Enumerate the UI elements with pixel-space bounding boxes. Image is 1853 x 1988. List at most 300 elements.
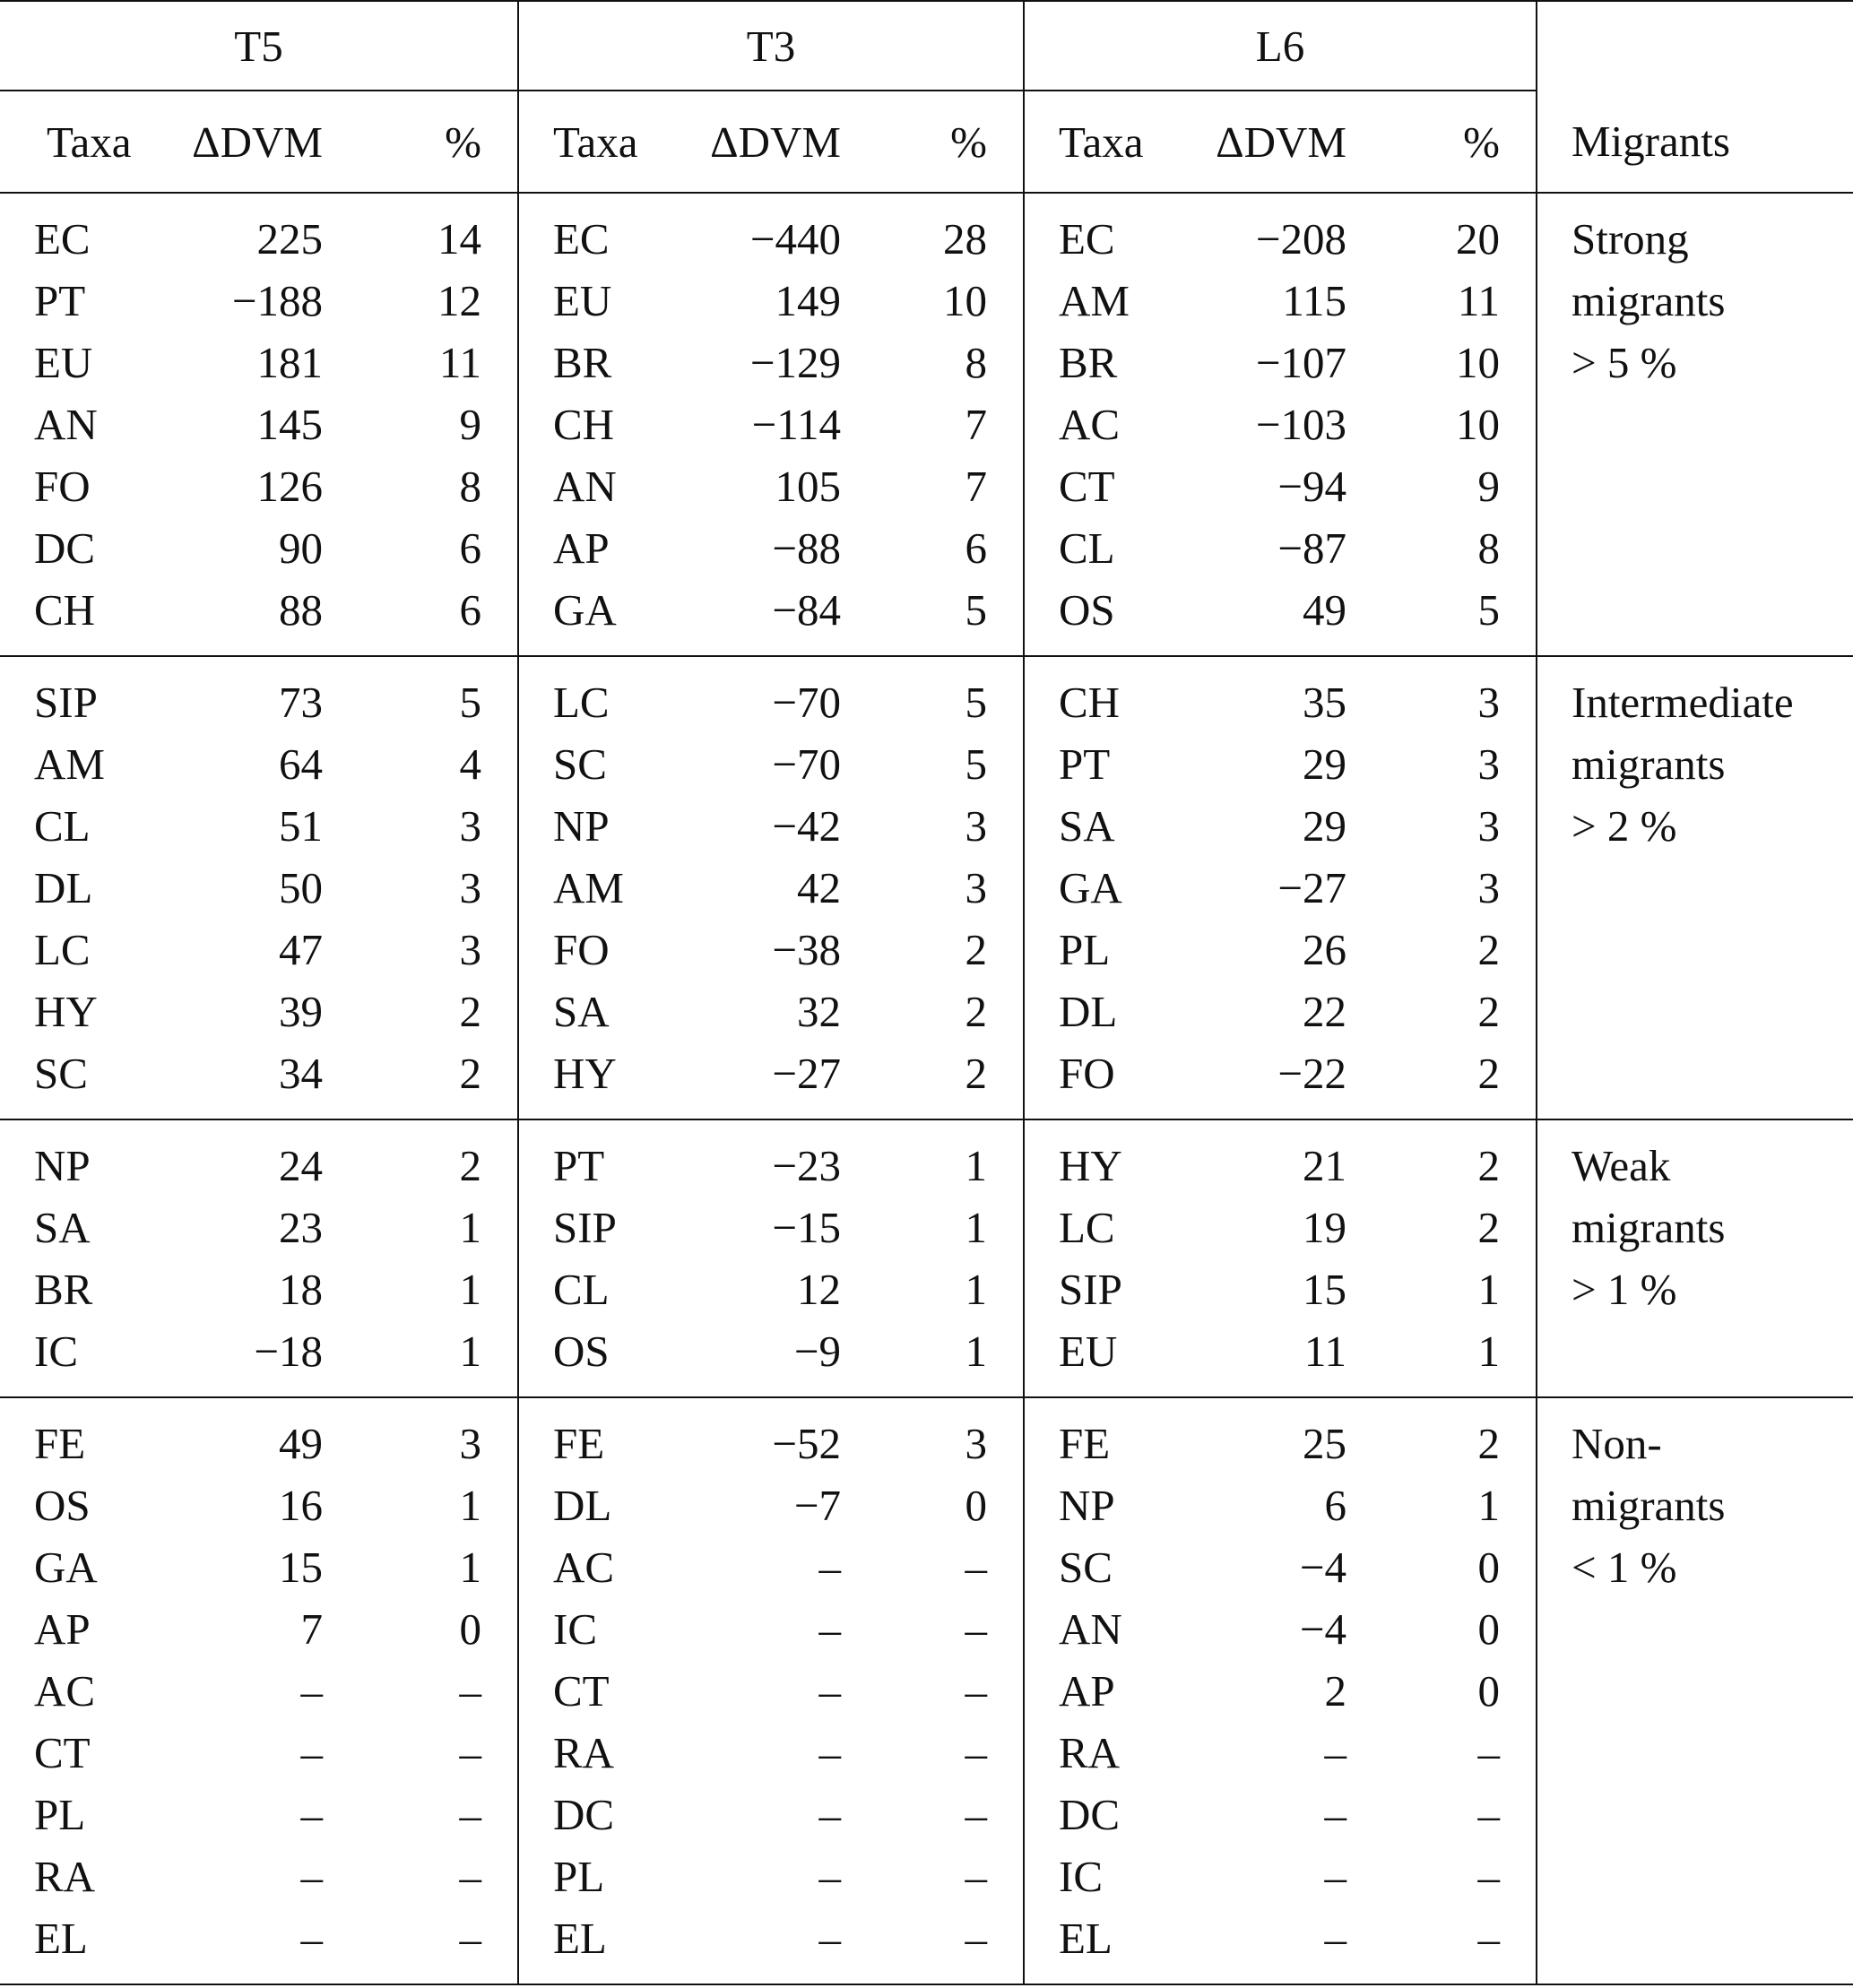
taxa-cell: EC	[34, 214, 91, 264]
group-padding	[0, 1104, 1853, 1119]
separator-cell	[1391, 193, 1537, 208]
taxa-cell: EU	[1059, 1327, 1118, 1376]
taxa-cell: DC	[553, 1790, 615, 1839]
taxa-cell: AN	[34, 400, 98, 449]
migrants-label	[1537, 208, 1853, 641]
separator-cell	[886, 193, 1024, 208]
separator-cell	[172, 1119, 368, 1135]
taxa-cell: DC	[34, 523, 96, 573]
padding-cell	[886, 1382, 1024, 1397]
pct-cell: 28	[886, 208, 1024, 270]
padding-cell	[368, 1382, 518, 1397]
dvm-cell: 50	[279, 863, 323, 912]
dvm-cell: –	[300, 1852, 323, 1901]
padding-cell	[1024, 1104, 1196, 1119]
dvm-cell: 15	[1303, 1265, 1346, 1314]
taxa-cell: AM	[553, 863, 624, 912]
dvm-cell: 73	[279, 678, 323, 727]
taxa-cell: SA	[1059, 801, 1115, 851]
migrants-label-line: > 2 %	[1572, 801, 1677, 851]
pct-cell: 1	[886, 1135, 1024, 1197]
taxa-cell: IC	[553, 1604, 597, 1654]
dvm-cell: −4	[1299, 1543, 1346, 1592]
pct-cell: 5	[886, 671, 1024, 733]
separator-cell	[172, 1397, 368, 1413]
separator-cell	[1024, 1119, 1196, 1135]
taxa-cell: SC	[1059, 1543, 1113, 1592]
pct-cell: 11	[368, 332, 518, 393]
pct-cell: 6	[368, 517, 518, 579]
taxa-cell: EL	[34, 1914, 88, 1963]
pct-cell: 3	[886, 857, 1024, 919]
separator-cell	[0, 193, 172, 208]
pct-cell: 3	[368, 1413, 518, 1474]
padding-cell	[1196, 641, 1391, 656]
taxa-cell: AC	[1059, 400, 1121, 449]
separator-cell	[1196, 1119, 1391, 1135]
pct-cell: 2	[1391, 1135, 1537, 1197]
dvm-cell: 29	[1303, 739, 1346, 789]
pct-cell: 3	[886, 795, 1024, 857]
taxa-cell: PL	[1059, 925, 1111, 974]
taxa-cell: CH	[1059, 678, 1121, 727]
padding-cell	[1537, 1969, 1853, 1984]
padding-cell	[518, 1382, 690, 1397]
taxa-cell: EL	[553, 1914, 607, 1963]
migrants-label-line: migrants	[1572, 1203, 1726, 1252]
pct-cell: 5	[886, 579, 1024, 641]
pct-cell: 1	[368, 1197, 518, 1258]
taxa-cell: PT	[34, 276, 86, 325]
dvm-cell: –	[818, 1543, 841, 1592]
padding-cell	[1537, 1104, 1853, 1119]
taxa-cell: DL	[553, 1481, 612, 1530]
migrants-label	[1537, 671, 1853, 1104]
pct-cell: –	[886, 1907, 1024, 1969]
taxa-cell: AM	[1059, 276, 1130, 325]
taxa-cell: SIP	[34, 678, 98, 727]
separator-cell	[368, 1119, 518, 1135]
dvm-cell: −208	[1255, 214, 1346, 264]
group-separator	[0, 1397, 1853, 1413]
dvm-cell: –	[300, 1666, 323, 1716]
pct-cell: –	[368, 1784, 518, 1845]
separator-cell	[518, 1397, 690, 1413]
dvm-cell: 49	[1303, 585, 1346, 635]
taxa-cell: GA	[34, 1543, 98, 1592]
padding-cell	[518, 641, 690, 656]
dvm-cell: 26	[1303, 925, 1346, 974]
taxa-cell: FE	[553, 1419, 605, 1468]
taxa-cell: SIP	[1059, 1265, 1122, 1314]
table-row	[0, 671, 1853, 733]
dvm-cell: 115	[1282, 276, 1346, 325]
separator-cell	[0, 1397, 172, 1413]
pct-cell: –	[1391, 1845, 1537, 1907]
column-header-row	[0, 91, 1853, 193]
padding-cell	[1391, 1382, 1537, 1397]
dvm-cell: −70	[772, 739, 841, 789]
padding-cell	[368, 641, 518, 656]
taxa-cell: OS	[553, 1327, 610, 1376]
pct-cell: 0	[1391, 1598, 1537, 1660]
pct-cell: 2	[1391, 919, 1537, 981]
taxa-cell: CH	[34, 585, 96, 635]
group-separator	[0, 1119, 1853, 1135]
pct-cell: –	[1391, 1784, 1537, 1845]
col-header-dvm: ΔDVM	[192, 117, 323, 167]
migrants-label-line: Weak	[1572, 1141, 1671, 1190]
dvm-cell: 12	[797, 1265, 841, 1314]
taxa-cell: DL	[1059, 987, 1118, 1036]
pct-cell: 2	[886, 981, 1024, 1042]
dvm-cell: 145	[256, 400, 323, 449]
padding-cell	[0, 641, 172, 656]
dvm-cell: –	[1324, 1728, 1346, 1777]
dvm-cell: 34	[279, 1049, 323, 1098]
col-header-migrants: Migrants	[1572, 117, 1730, 166]
col-header-pct: %	[368, 91, 518, 193]
dvm-cell: 149	[775, 276, 841, 325]
pct-cell: 2	[886, 1042, 1024, 1104]
taxa-cell: AN	[1059, 1604, 1122, 1654]
padding-cell	[1024, 1969, 1196, 1984]
dvm-cell: 39	[279, 987, 323, 1036]
dvm-cell: 35	[1303, 678, 1346, 727]
pct-cell: –	[368, 1907, 518, 1969]
pct-cell: 4	[368, 733, 518, 795]
pct-cell: 20	[1391, 208, 1537, 270]
migrants-label-line: < 1 %	[1572, 1543, 1677, 1592]
dvm-cell: 11	[1303, 1327, 1346, 1376]
separator-cell	[1024, 193, 1196, 208]
taxa-cell: BR	[1059, 338, 1118, 387]
taxa-cell: PL	[553, 1852, 605, 1901]
dvm-cell: −84	[772, 585, 841, 635]
taxa-cell: AP	[1059, 1666, 1115, 1716]
group-padding	[0, 1382, 1853, 1397]
padding-cell	[518, 1969, 690, 1984]
col-header-taxa: Taxa	[1059, 117, 1144, 167]
taxa-cell: CL	[553, 1265, 610, 1314]
pct-cell: 10	[1391, 393, 1537, 455]
dvm-cell: −94	[1277, 462, 1346, 511]
taxa-cell: FE	[1059, 1419, 1111, 1468]
migrants-label-line: migrants	[1572, 739, 1726, 789]
taxa-cell: LC	[1059, 1203, 1115, 1252]
taxa-cell: AP	[34, 1604, 91, 1654]
padding-cell	[172, 1969, 368, 1984]
separator-cell	[690, 193, 886, 208]
pct-cell: 9	[368, 393, 518, 455]
padding-cell	[1024, 1382, 1196, 1397]
pct-cell: –	[886, 1660, 1024, 1722]
dvm-cell: −52	[772, 1419, 841, 1468]
pct-cell: 0	[1391, 1660, 1537, 1722]
dvm-cell: −42	[772, 801, 841, 851]
padding-cell	[0, 1969, 172, 1984]
dvm-cell: 7	[300, 1604, 323, 1654]
padding-cell	[1196, 1382, 1391, 1397]
separator-cell	[1537, 1397, 1853, 1413]
taxa-cell: CH	[553, 400, 615, 449]
dvm-cell: 2	[1324, 1666, 1346, 1716]
migrants-label-line: migrants	[1572, 1481, 1726, 1530]
dvm-cell: 15	[279, 1543, 323, 1592]
migrants-label-line: migrants	[1572, 276, 1726, 325]
taxa-cell: AN	[553, 462, 617, 511]
pct-cell: 7	[886, 455, 1024, 517]
migrants-label-line: > 1 %	[1572, 1265, 1677, 1314]
pct-cell: 1	[368, 1258, 518, 1320]
pct-cell: 2	[368, 1135, 518, 1197]
dvm-cell: 225	[256, 214, 323, 264]
pct-cell: –	[886, 1722, 1024, 1784]
taxa-cell: AC	[34, 1666, 96, 1716]
dvm-cell: −18	[254, 1327, 323, 1376]
taxa-cell: RA	[553, 1728, 615, 1777]
separator-cell	[886, 656, 1024, 671]
dvm-cell: 51	[279, 801, 323, 851]
separator-cell	[1391, 1119, 1537, 1135]
pct-cell: 3	[368, 795, 518, 857]
taxa-cell: EC	[553, 214, 610, 264]
dvm-cell: –	[818, 1852, 841, 1901]
taxa-cell: SA	[34, 1203, 91, 1252]
taxa-cell: EU	[34, 338, 93, 387]
dvm-cell: −129	[749, 338, 841, 387]
pct-cell: 3	[368, 919, 518, 981]
dvm-cell: 32	[797, 987, 841, 1036]
dvm-cell: 24	[279, 1141, 323, 1190]
padding-cell	[690, 1382, 886, 1397]
site-header-row	[0, 1, 1853, 91]
separator-cell	[1391, 656, 1537, 671]
taxa-cell: CT	[553, 1666, 610, 1716]
pct-cell: 3	[1391, 671, 1537, 733]
separator-cell	[886, 1397, 1024, 1413]
dvm-cell: 18	[279, 1265, 323, 1314]
empty-cell	[1537, 1, 1853, 91]
taxa-cell: BR	[34, 1265, 93, 1314]
padding-cell	[0, 1382, 172, 1397]
separator-cell	[1537, 656, 1853, 671]
dvm-cell: 42	[797, 863, 841, 912]
padding-cell	[1537, 1382, 1853, 1397]
dvm-cell: −70	[772, 678, 841, 727]
separator-cell	[690, 1119, 886, 1135]
taxa-cell: CL	[34, 801, 91, 851]
dvm-cell: –	[300, 1914, 323, 1963]
pct-cell: 8	[1391, 517, 1537, 579]
separator-cell	[1196, 656, 1391, 671]
pct-cell: 5	[886, 733, 1024, 795]
separator-cell	[1537, 1119, 1853, 1135]
dvm-cell: 126	[256, 462, 323, 511]
pct-cell: 3	[886, 1413, 1024, 1474]
taxa-cell: SIP	[553, 1203, 617, 1252]
dvm-cell: −15	[772, 1203, 841, 1252]
pct-cell: 8	[886, 332, 1024, 393]
padding-cell	[172, 1382, 368, 1397]
pct-cell: 1	[368, 1474, 518, 1536]
padding-cell	[1391, 1104, 1537, 1119]
taxa-cell: IC	[1059, 1852, 1103, 1901]
col-header-taxa: Taxa	[553, 117, 638, 167]
padding-cell	[1024, 641, 1196, 656]
pct-cell: 1	[886, 1258, 1024, 1320]
migrants-label-line: Intermediate	[1572, 678, 1794, 727]
pct-cell: 2	[886, 919, 1024, 981]
pct-cell: –	[886, 1536, 1024, 1598]
taxa-cell: PT	[1059, 739, 1111, 789]
migrants-label-line: Non-	[1572, 1419, 1662, 1468]
separator-cell	[690, 656, 886, 671]
pct-cell: 2	[368, 1042, 518, 1104]
separator-cell	[1024, 1397, 1196, 1413]
pct-cell: 6	[368, 579, 518, 641]
taxa-cell: DL	[34, 863, 93, 912]
taxa-cell: NP	[553, 801, 610, 851]
dvm-cell: –	[300, 1790, 323, 1839]
pct-cell: 1	[1391, 1474, 1537, 1536]
taxa-cell: HY	[34, 987, 98, 1036]
table-row	[0, 1413, 1853, 1474]
pct-cell: 12	[368, 270, 518, 332]
dvm-cell: 64	[279, 739, 323, 789]
col-header-pct: %	[1391, 91, 1537, 193]
pct-cell: 10	[1391, 332, 1537, 393]
separator-cell	[518, 1119, 690, 1135]
pct-cell: –	[886, 1784, 1024, 1845]
dvm-cell: –	[1324, 1914, 1346, 1963]
dvm-cell: –	[818, 1666, 841, 1716]
pct-cell: 7	[886, 393, 1024, 455]
separator-cell	[690, 1397, 886, 1413]
migrants-label	[1537, 1413, 1853, 1969]
taxa-cell: FE	[34, 1419, 86, 1468]
taxa-cell: PT	[553, 1141, 605, 1190]
pct-cell: –	[368, 1845, 518, 1907]
group-separator	[0, 656, 1853, 671]
pct-cell: 2	[1391, 1042, 1537, 1104]
taxa-cell: OS	[34, 1481, 91, 1530]
dvm-cell: –	[818, 1604, 841, 1654]
taxa-cell: IC	[34, 1327, 78, 1376]
taxa-cell: BR	[553, 338, 612, 387]
migrants-label-line: Strong	[1572, 214, 1689, 264]
dvm-cell: –	[818, 1790, 841, 1839]
col-header-pct: %	[886, 91, 1024, 193]
separator-cell	[172, 656, 368, 671]
pct-cell: 11	[1391, 270, 1537, 332]
dvm-cell: −9	[793, 1327, 841, 1376]
dvm-cell: −27	[772, 1049, 841, 1098]
table-row	[0, 208, 1853, 270]
taxa-cell: OS	[1059, 585, 1115, 635]
pct-cell: 3	[1391, 795, 1537, 857]
site-header: T3	[518, 1, 1024, 91]
padding-cell	[1196, 1969, 1391, 1984]
taxa-cell: EU	[553, 276, 612, 325]
separator-cell	[886, 1119, 1024, 1135]
dvm-cell: 181	[256, 338, 323, 387]
dvm-cell: −38	[772, 925, 841, 974]
separator-cell	[0, 656, 172, 671]
pct-cell: –	[1391, 1722, 1537, 1784]
dvm-cell: −440	[749, 214, 841, 264]
separator-cell	[0, 1119, 172, 1135]
pct-cell: 2	[1391, 1197, 1537, 1258]
pct-cell: 2	[368, 981, 518, 1042]
padding-cell	[0, 1104, 172, 1119]
pct-cell: 6	[886, 517, 1024, 579]
dvm-cell: 22	[1303, 987, 1346, 1036]
taxa-cell: NP	[1059, 1481, 1115, 1530]
dvm-cell: −114	[751, 400, 841, 449]
separator-cell	[518, 656, 690, 671]
dvm-cell: 16	[279, 1481, 323, 1530]
taxa-cell: HY	[1059, 1141, 1122, 1190]
dvm-cell: –	[1324, 1852, 1346, 1901]
dvm-cell: 21	[1303, 1141, 1346, 1190]
padding-cell	[1196, 1104, 1391, 1119]
pct-cell: 1	[886, 1320, 1024, 1382]
padding-cell	[1391, 1969, 1537, 1984]
dvm-cell: −103	[1255, 400, 1346, 449]
dvm-cell: −7	[793, 1481, 841, 1530]
padding-cell	[886, 1969, 1024, 1984]
dvm-cell: 105	[775, 462, 841, 511]
pct-cell: 1	[1391, 1320, 1537, 1382]
pct-cell: 0	[886, 1474, 1024, 1536]
pct-cell: 2	[1391, 981, 1537, 1042]
pct-cell: –	[368, 1660, 518, 1722]
pct-cell: –	[886, 1845, 1024, 1907]
taxa-cell: FO	[34, 462, 91, 511]
pct-cell: 8	[368, 455, 518, 517]
separator-cell	[368, 193, 518, 208]
padding-cell	[172, 641, 368, 656]
pct-cell: 0	[1391, 1536, 1537, 1598]
dvm-cell: −107	[1255, 338, 1346, 387]
separator-cell	[518, 193, 690, 208]
taxa-cell: PL	[34, 1790, 86, 1839]
taxa-cell: RA	[34, 1852, 96, 1901]
dvm-cell: 19	[1303, 1203, 1346, 1252]
dvm-cell: −22	[1277, 1049, 1346, 1098]
taxa-cell: LC	[34, 925, 91, 974]
pct-cell: 1	[886, 1197, 1024, 1258]
pct-cell: 3	[1391, 733, 1537, 795]
padding-cell	[690, 1969, 886, 1984]
padding-cell	[518, 1104, 690, 1119]
migrants-label	[1537, 1135, 1853, 1382]
col-header-dvm: ΔDVM	[710, 117, 841, 167]
taxa-cell: SC	[34, 1049, 88, 1098]
taxa-cell: HY	[553, 1049, 617, 1098]
pct-cell: –	[1391, 1907, 1537, 1969]
col-header-taxa: Taxa	[47, 117, 132, 167]
pct-cell: 1	[368, 1320, 518, 1382]
taxa-cell: AP	[553, 523, 610, 573]
pct-cell: 5	[368, 671, 518, 733]
taxa-cell: FO	[1059, 1049, 1115, 1098]
dvm-cell: −27	[1277, 863, 1346, 912]
taxa-cell: GA	[1059, 863, 1122, 912]
taxa-cell: CL	[1059, 523, 1115, 573]
dvm-cell: –	[1324, 1790, 1346, 1839]
